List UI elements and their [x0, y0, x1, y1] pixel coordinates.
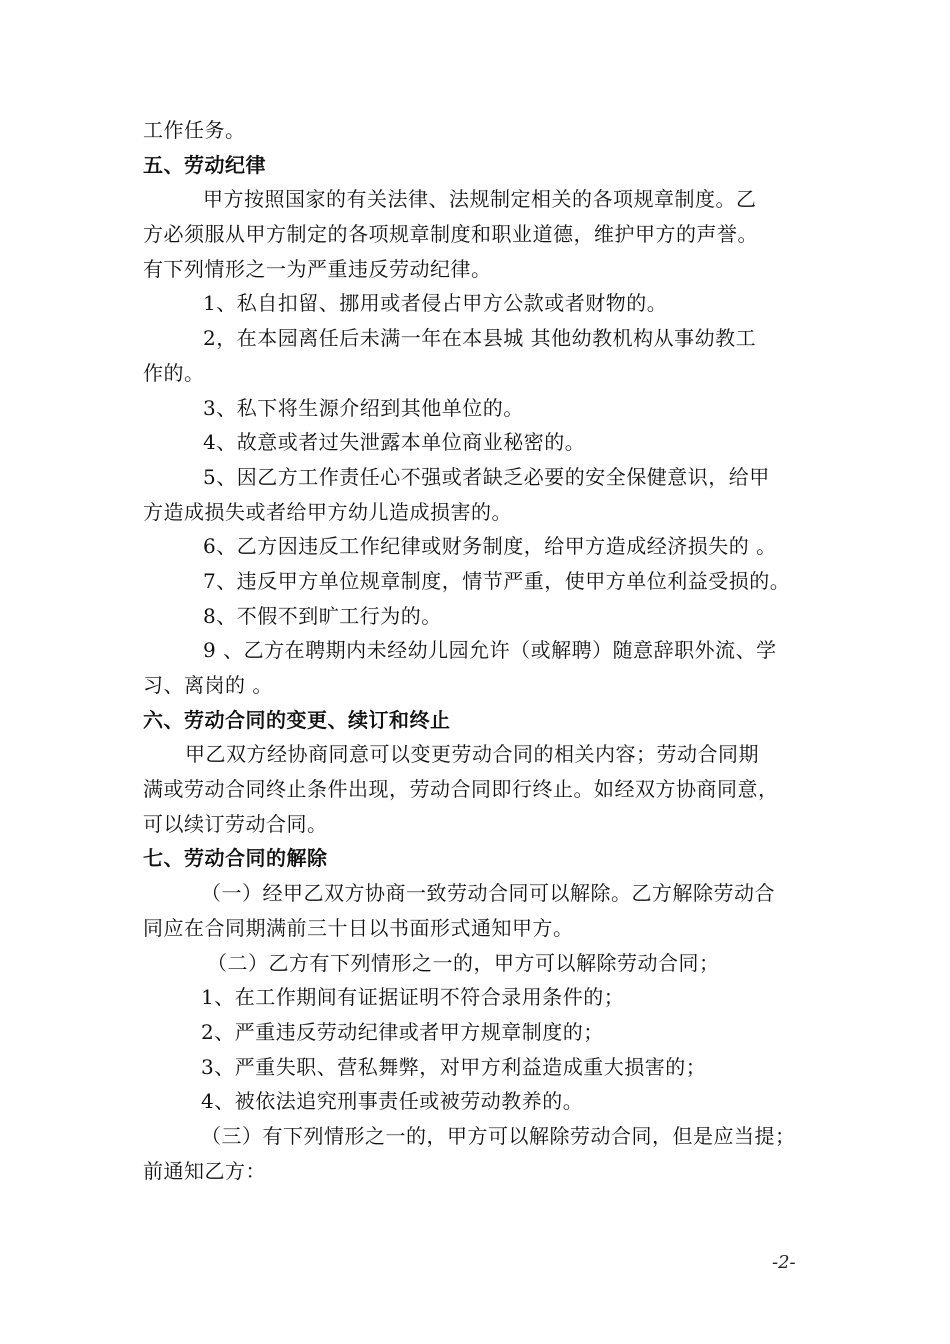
- text-line: 可以续订劳动合同。: [143, 811, 328, 836]
- text-line: 同应在合同期满前三十日以书面形式通知甲方。: [143, 915, 574, 940]
- text-line: 习、离岗的 。: [143, 673, 273, 697]
- list-item: 1、私自扣留、挪用或者侵占甲方公款或者财物的。: [203, 291, 668, 316]
- text-line: （三）有下列情形之一的，甲方可以解除劳动合同，但是应当提；: [201, 1123, 796, 1148]
- page-number: -2-: [772, 1252, 796, 1273]
- list-item: 3、私下将生源介绍到其他单位的。: [203, 395, 524, 420]
- text-line: 有下列情形之一为严重违反劳动纪律。: [143, 256, 492, 281]
- list-item: 1、在工作期间有证据证明不符合录用条件的；: [201, 985, 625, 1010]
- text-line: 甲乙双方经协商同意可以变更劳动合同的相关内容；劳动合同期: [185, 742, 759, 767]
- text-line: 方必须服从甲方制定的各项规章制度和职业道德，维护甲方的声誉。: [143, 222, 758, 247]
- list-item: 4、被依法追究刑事责任或被劳动教养的。: [201, 1089, 584, 1114]
- text-line: （二）乙方有下列情形之一的，甲方可以解除劳动合同；: [207, 950, 720, 975]
- list-item: 5、因乙方工作责任心不强或者缺乏必要的安全保健意识，给甲: [203, 464, 770, 489]
- text-line: 工作任务。: [143, 118, 246, 142]
- text-line: 甲方按照国家的有关法律、法规制定相关的各项规章制度。乙: [203, 187, 757, 212]
- text-line: （一）经甲乙双方协商一致劳动合同可以解除。乙方解除劳动合: [201, 881, 775, 906]
- section-heading-labor-discipline: 五、劳动纪律: [143, 152, 266, 177]
- text-line: 作的。: [143, 360, 205, 385]
- section-heading-contract-termination: 七、劳动合同的解除: [143, 846, 328, 871]
- text-line: 满或劳动合同终止条件出现，劳动合同即行终止。如经双方协商同意，: [143, 777, 779, 802]
- document-body: [143, 113, 823, 1188]
- list-item: 4、故意或者过失泄露本单位商业秘密的。: [203, 430, 586, 455]
- list-item: 6、乙方因违反工作纪律或财务制度，给甲方造成经济损失的 。: [203, 534, 777, 559]
- list-item: 2、严重违反劳动纪律或者甲方规章制度的；: [201, 1019, 604, 1044]
- text-line: 方造成损失或者给甲方幼儿造成损害的。: [143, 499, 512, 524]
- section-heading-contract-change: 六、劳动合同的变更、续订和终止: [143, 707, 451, 732]
- list-item: 8、不假不到旷工行为的。: [203, 603, 442, 628]
- list-item: 7、违反甲方单位规章制度，情节严重，使甲方单位利益受损的。: [203, 568, 791, 593]
- list-item: 9 、乙方在聘期内未经幼儿园允许（或解聘）随意辞职外流、学: [203, 638, 777, 663]
- list-item: 2，在本园离任后未满一年在本县城 其他幼教机构从事幼教工: [203, 326, 757, 351]
- text-line: 前通知乙方：: [143, 1158, 266, 1183]
- list-item: 3、严重失职、营私舞弊，对甲方利益造成重大损害的；: [201, 1054, 707, 1079]
